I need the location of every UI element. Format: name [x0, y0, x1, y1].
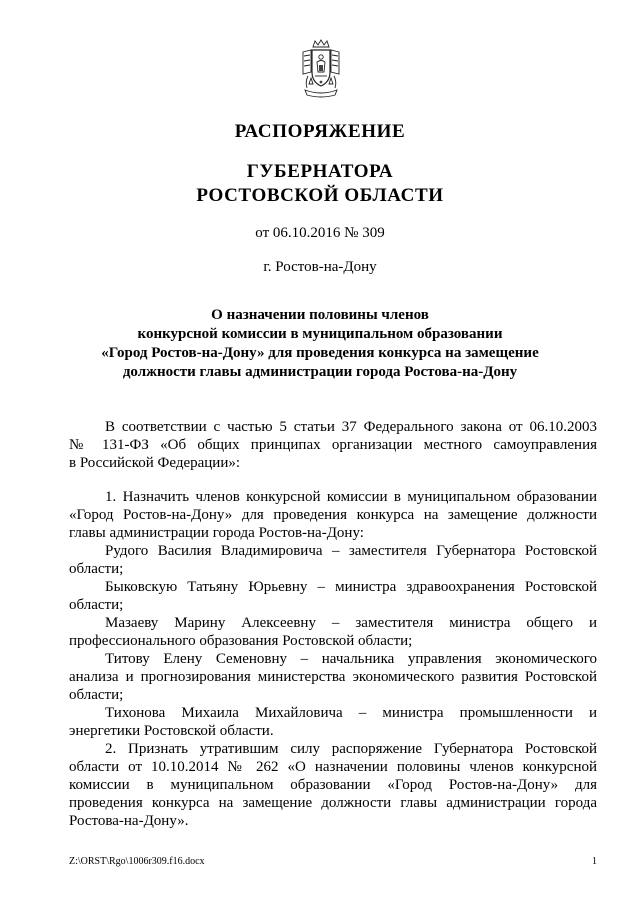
page-number: 1	[592, 856, 597, 867]
subject-line: конкурсной комиссии в муниципальном образовании	[137, 326, 503, 342]
member-line: Тихонова Михаила Михайловича – министра промышленности и	[105, 705, 597, 721]
preamble-line: В соответствии с частью 5 статьи 37 Федерального закона от 06.10.2003	[105, 419, 597, 435]
member-line: Мазаеву Марину Алексеевну – заместителя министра общего и	[105, 615, 597, 631]
document-title: РАСПОРЯЖЕНИЕ	[234, 121, 406, 142]
coat-of-arms-icon	[297, 38, 345, 100]
item-2-line: Ростова-на-Дону».	[69, 813, 189, 829]
member-line: области;	[69, 687, 124, 703]
issuer-line-1: ГУБЕРНАТОРА	[246, 161, 394, 182]
subject-line: «Город Ростов-на-Дону» для проведения конкурса на замещение	[101, 345, 539, 361]
subject-line: должности главы администрации города Ростова-на-Дону	[122, 364, 518, 380]
item-2-line: комиссии в муниципальном образовании «Город Ростов-на-Дону» для	[69, 777, 597, 793]
document-city: г. Ростов-на-Дону	[263, 259, 377, 275]
member-line: энергетики Ростовской области.	[69, 723, 274, 739]
file-path: Z:\ORST\Rgo\1006r309.f16.docx	[69, 856, 205, 867]
member-line: области;	[69, 561, 124, 577]
member-line: анализа и прогнозирования министерства экономического развития Ростовской	[69, 669, 597, 685]
document-subject	[70, 306, 570, 382]
item-2-line: области от 10.10.2014 № 262 «О назначении половины членов конкурсной	[69, 759, 597, 775]
subject-line: О назначении половины членов	[211, 307, 429, 323]
preamble-line: № 131-ФЗ «Об общих принципах организации местного самоуправления	[69, 437, 597, 453]
item-2-line: проведения конкурса на замещение должности главы администрации города	[69, 795, 597, 811]
item-1-line: главы администрации города Ростов-на-Дону:	[69, 525, 364, 541]
document-date-number: от 06.10.2016 № 309	[255, 225, 385, 241]
document-body	[69, 418, 597, 830]
member-line: Рудого Василия Владимировича – заместителя Губернатора Ростовской	[105, 543, 597, 559]
member-line: профессионального образования Ростовской области;	[69, 633, 413, 649]
member-line: области;	[69, 597, 124, 613]
item-2-line: 2. Признать утратившим силу распоряжение Губернатора Ростовской	[105, 741, 597, 757]
member-line: Титову Елену Семеновну – начальника управления экономического	[105, 651, 597, 667]
preamble-line: в Российской Федерации»:	[69, 455, 241, 471]
item-1-line: «Город Ростов-на-Дону» для проведения конкурса на замещение должности	[69, 507, 597, 523]
item-1-line: 1. Назначить членов конкурсной комиссии в муниципальном образовании	[105, 489, 597, 505]
issuer-line-2: РОСТОВСКОЙ ОБЛАСТИ	[196, 185, 444, 206]
member-line: Быковскую Татьяну Юрьевну – министра здравоохранения Ростовской	[105, 579, 597, 595]
